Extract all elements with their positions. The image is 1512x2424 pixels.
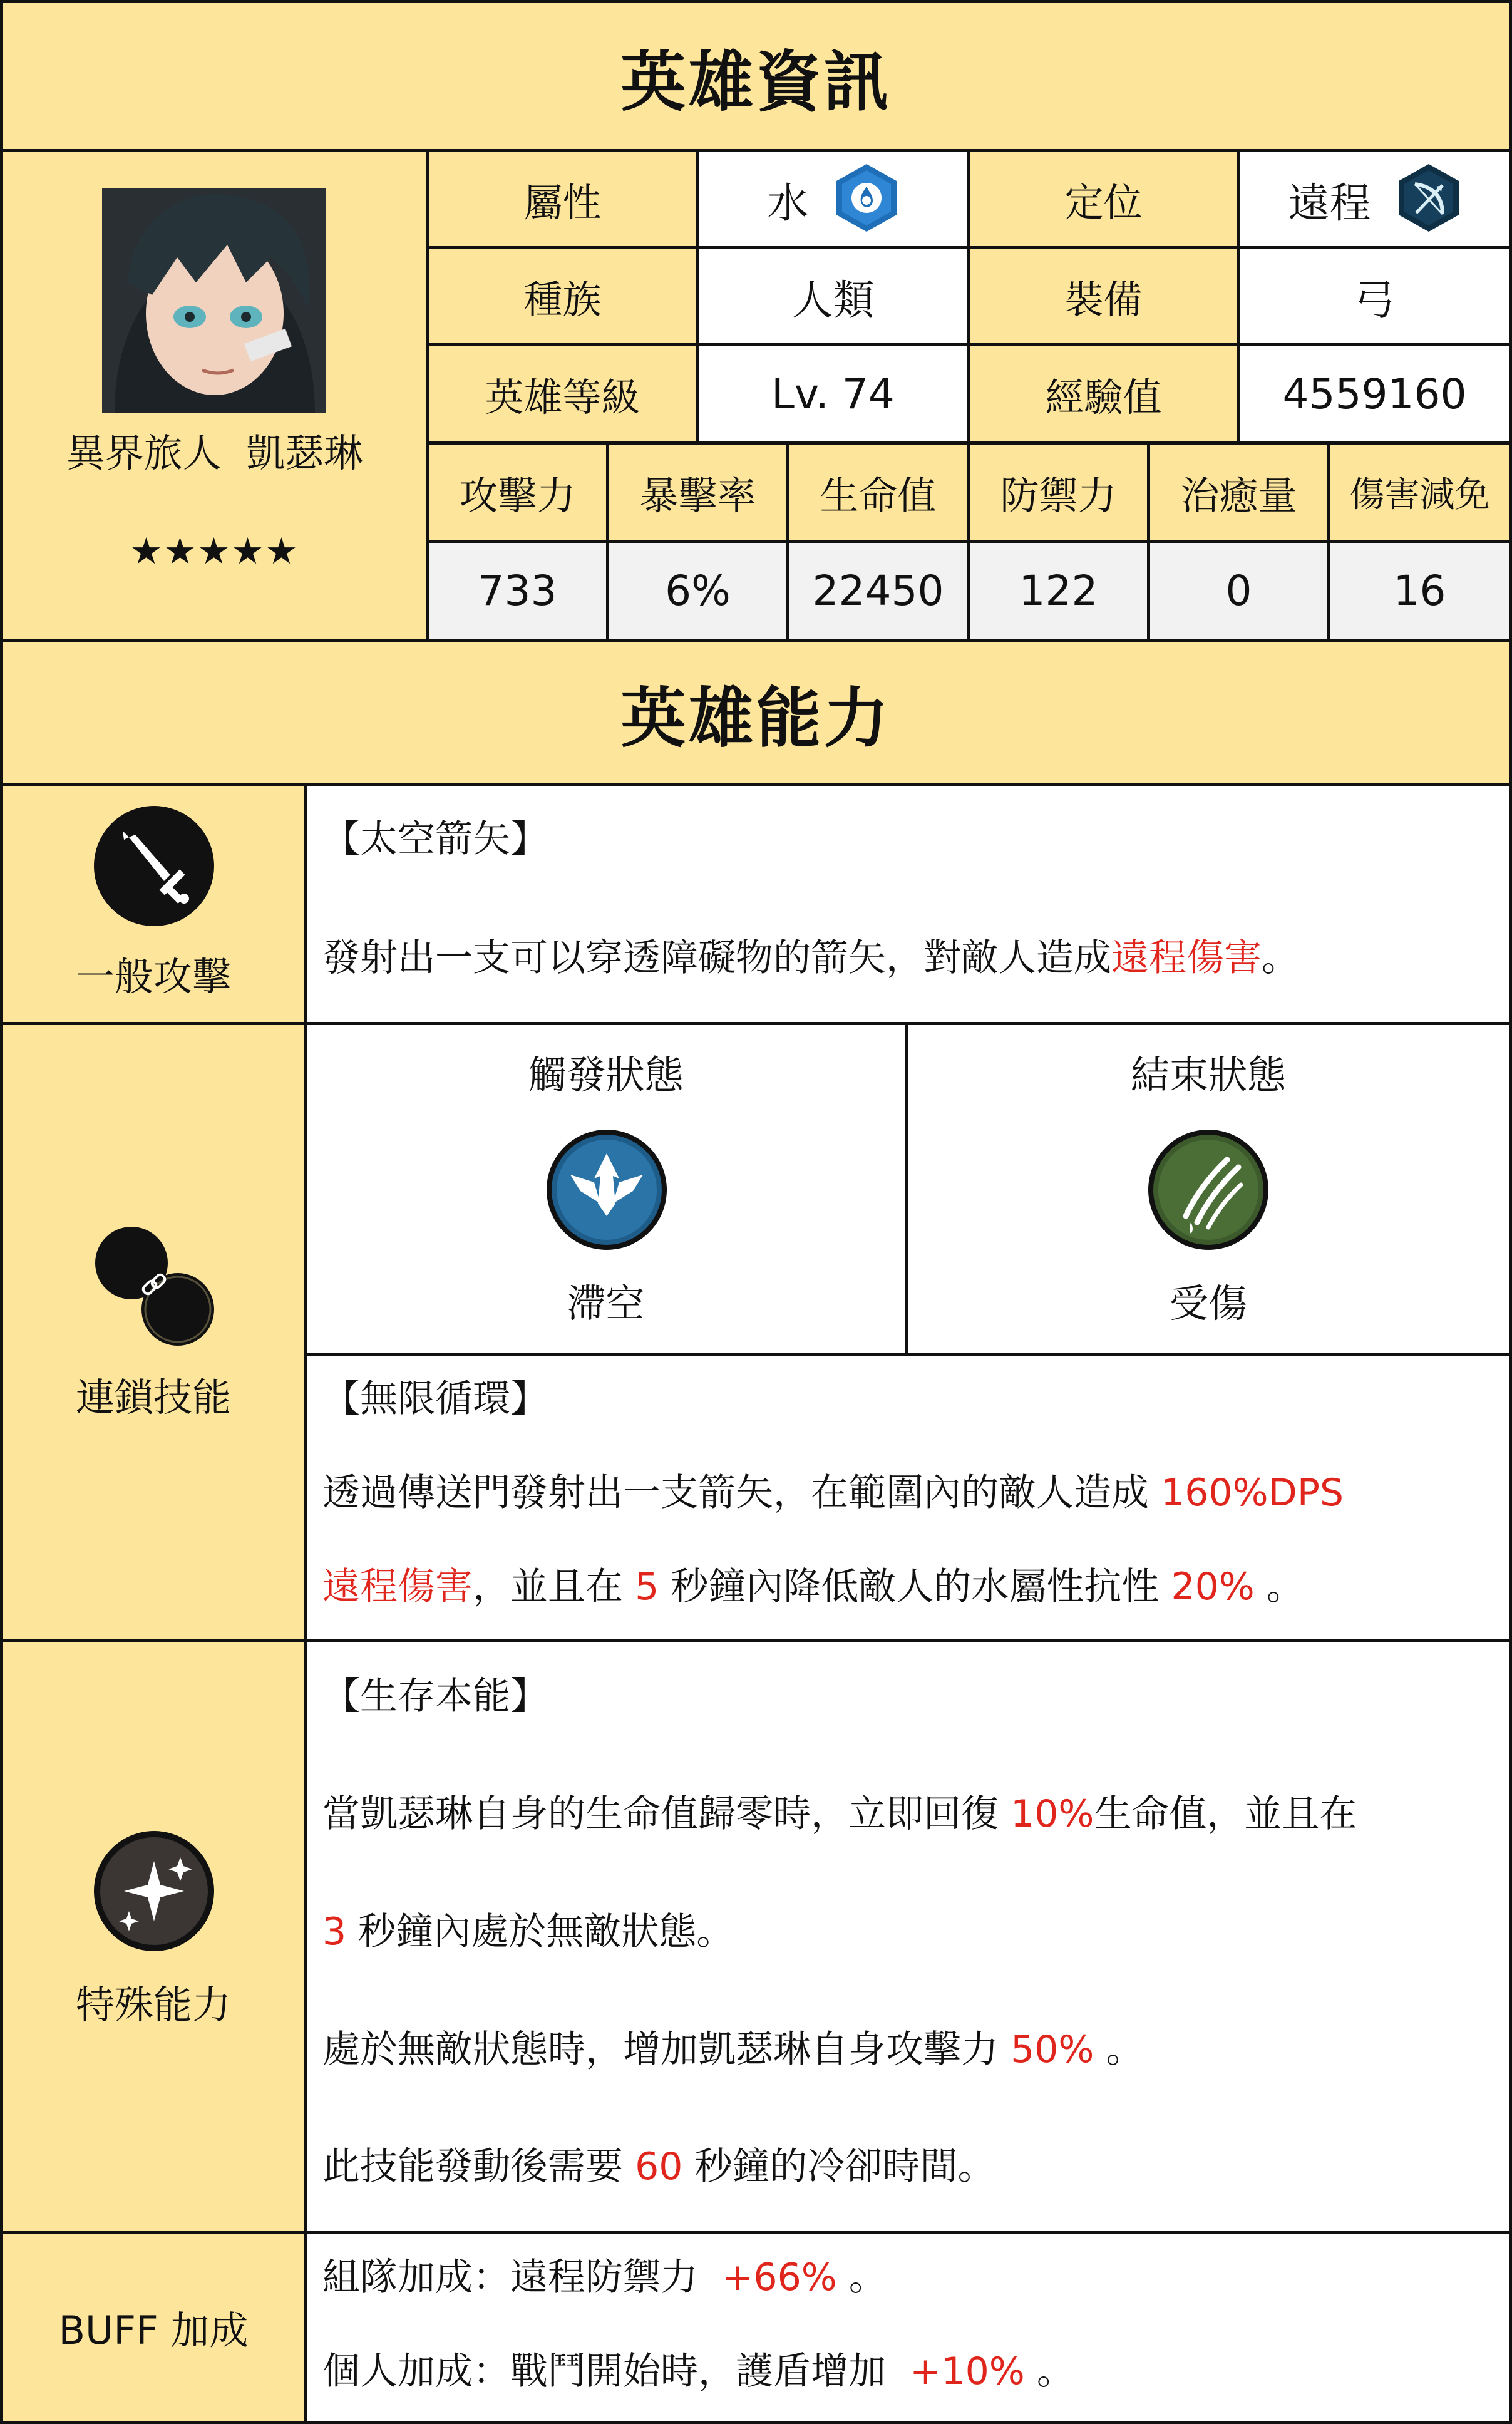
hero-portrait — [102, 188, 326, 413]
stat-value-heal: 0 — [1225, 567, 1252, 615]
info-title-bar — [3, 3, 1509, 152]
special-desc-line-2 — [322, 1909, 734, 1956]
race-label: 種族 — [523, 276, 602, 322]
chain-desc-line-2 — [322, 1564, 1304, 1611]
chain-desc-highlight: 160%DPS — [1161, 1471, 1344, 1515]
level-label-cell — [429, 346, 699, 445]
hero-name-row — [3, 421, 426, 478]
special-ability-name: 【生存本能】 — [322, 1674, 548, 1718]
stat-value-defense: 122 — [1019, 567, 1098, 615]
special-desc-text: 當凱瑟琳自身的生命值歸零時，立即回復 — [322, 1792, 1011, 1836]
trigger-status-cell — [307, 1025, 908, 1356]
attribute-label: 屬性 — [523, 179, 602, 225]
trigger-label-wrap — [307, 1044, 905, 1100]
special-desc-text: 處於無敵狀態時，增加凱瑟琳自身攻擊力 — [322, 2028, 1011, 2071]
exp-label-cell — [970, 346, 1240, 445]
buff-end: 。 — [836, 2256, 887, 2299]
trigger-label: 觸發狀態 — [528, 1052, 684, 1098]
abilities-title-bar — [3, 642, 1509, 786]
level-value-cell — [699, 346, 970, 445]
end-label-wrap — [908, 1044, 1509, 1100]
buff-end: 。 — [1024, 2349, 1074, 2393]
race-value: 人類 — [791, 276, 875, 324]
attribute-value: 水 — [767, 178, 809, 227]
chain-desc-line-1 — [322, 1470, 1344, 1517]
chain-desc-highlight: 20% — [1171, 1565, 1255, 1609]
chain-link-icon — [93, 1224, 215, 1349]
chain-skill-name: 【無限循環】 — [322, 1377, 548, 1421]
buff-label-cell — [3, 2234, 307, 2421]
buff-text: 組隊加成：遠程防禦力 — [322, 2256, 723, 2299]
chain-skill-label: 連鎖技能 — [75, 1374, 231, 1420]
star-rating: ★★★★★ — [130, 530, 299, 572]
normal-attack-label-wrap — [3, 946, 304, 1001]
special-desc-text: 秒鐘的冷卻時間。 — [682, 2145, 995, 2189]
normal-attack-name: 【太空箭矢】 — [322, 817, 548, 861]
buff-highlight: +66% — [722, 2256, 837, 2299]
stat-label-cell — [429, 445, 609, 543]
stat-label-attack: 攻擊力 — [459, 472, 576, 518]
normal-attack-label: 一般攻擊 — [75, 954, 231, 999]
claw-wound-icon — [1147, 1128, 1270, 1254]
water-element-icon — [834, 163, 899, 235]
exp-label: 經驗值 — [1045, 374, 1162, 420]
special-desc-text: 生命值，並且在 — [1094, 1792, 1357, 1836]
stat-value-dmg-reduction: 16 — [1393, 567, 1446, 615]
hero-name: 異界旅人 凱瑟琳 — [66, 430, 363, 476]
stat-value-attack: 733 — [478, 567, 557, 615]
special-desc-highlight: 10% — [1011, 1792, 1094, 1836]
abilities-title: 英雄能力 — [620, 679, 892, 756]
role-value-cell — [1240, 152, 1509, 249]
special-desc-end: 。 — [1094, 2028, 1144, 2071]
info-title: 英雄資訊 — [620, 43, 892, 120]
special-desc-text: 此技能發動後需要 — [322, 2145, 635, 2189]
special-ability-label-cell — [3, 1642, 307, 2234]
portrait-panel — [3, 152, 429, 642]
end-status-cell — [908, 1025, 1509, 1356]
chain-skill-label-wrap — [3, 1366, 304, 1422]
normal-desc-highlight: 遠程傷害 — [1111, 936, 1262, 980]
buff-text: 個人加成：戰鬥開始時，護盾增加 — [322, 2349, 910, 2393]
star-row — [3, 523, 426, 579]
chain-desc-text: 秒鐘內降低敵人的水屬性抗性 — [659, 1565, 1171, 1609]
chain-desc-highlight: 遠程傷害 — [322, 1565, 473, 1609]
buff-line-1 — [322, 2254, 887, 2301]
special-desc-line-4 — [322, 2143, 995, 2190]
normal-desc-end: 。 — [1262, 936, 1299, 980]
airborne-icon — [545, 1128, 668, 1254]
stat-label-cell — [609, 445, 789, 543]
equip-label: 裝備 — [1064, 276, 1143, 322]
stat-label-dmg-reduction: 傷害減免 — [1349, 475, 1490, 515]
stat-label-cell — [789, 445, 970, 543]
trigger-status-wrap — [307, 1272, 905, 1328]
chain-desc-highlight: 5 — [635, 1565, 659, 1609]
race-label-cell — [429, 249, 699, 346]
normal-attack-label-cell — [3, 786, 307, 1025]
equip-label-cell — [970, 249, 1240, 346]
end-label: 結束狀態 — [1130, 1052, 1286, 1098]
equip-value-cell — [1240, 249, 1509, 346]
role-label: 定位 — [1064, 179, 1143, 225]
special-desc-highlight: 60 — [635, 2145, 683, 2189]
stat-label-cell — [1150, 445, 1330, 543]
buff-line-2 — [322, 2348, 1074, 2395]
buff-label: BUFF 加成 — [58, 2308, 249, 2353]
end-status: 受傷 — [1169, 1281, 1247, 1326]
chain-skill-label-cell — [3, 1025, 307, 1642]
special-desc-line-1 — [322, 1791, 1357, 1838]
stat-value-crit: 6% — [665, 567, 731, 615]
chain-desc-end: 。 — [1254, 1565, 1304, 1609]
role-value: 遠程 — [1288, 178, 1371, 227]
level-label: 英雄等級 — [485, 374, 640, 420]
stat-value-hp: 22450 — [812, 567, 944, 615]
stat-label-hp: 生命值 — [820, 472, 937, 518]
race-value-cell — [699, 249, 970, 346]
stat-value-cell — [429, 543, 609, 642]
normal-desc-text: 發射出一支可以穿透障礙物的箭矢，對敵人造成 — [322, 936, 1111, 980]
stat-value-cell — [970, 543, 1150, 642]
stat-value-cell — [789, 543, 970, 642]
normal-attack-desc — [322, 935, 1299, 982]
end-status-wrap — [908, 1272, 1509, 1328]
special-desc-highlight: 50% — [1011, 2028, 1094, 2071]
attribute-label-cell — [429, 152, 699, 249]
exp-value: 4559160 — [1282, 369, 1467, 418]
level-value: Lv. 74 — [771, 369, 895, 418]
role-label-cell — [970, 152, 1240, 249]
sparkle-stars-icon — [93, 1830, 215, 1955]
equip-value: 弓 — [1354, 276, 1396, 324]
stat-label-defense: 防禦力 — [1000, 472, 1117, 518]
chain-desc-text: 透過傳送門發射出一支箭矢，在範圍內的敵人造成 — [322, 1471, 1161, 1515]
stat-label-cell — [1330, 445, 1509, 543]
stat-value-cell — [609, 543, 789, 642]
stat-label-cell — [970, 445, 1150, 543]
stat-value-cell — [1330, 543, 1509, 642]
stat-label-heal: 治癒量 — [1180, 472, 1297, 518]
stat-value-cell — [1150, 543, 1330, 642]
chain-desc-text: ，並且在 — [473, 1565, 635, 1609]
buff-highlight: +10% — [910, 2349, 1025, 2393]
sword-icon — [93, 805, 215, 930]
special-ability-label-wrap — [3, 1974, 304, 2029]
attribute-value-cell — [699, 152, 970, 249]
special-desc-highlight: 3 — [322, 1910, 347, 1954]
exp-value-cell — [1240, 346, 1509, 445]
bow-ranged-icon — [1396, 163, 1461, 235]
trigger-status: 滯空 — [567, 1281, 645, 1326]
special-desc-line-3 — [322, 2026, 1144, 2073]
special-desc-text: 秒鐘內處於無敵狀態。 — [346, 1910, 734, 1954]
stat-label-crit: 暴擊率 — [639, 472, 756, 518]
special-ability-label: 特殊能力 — [75, 1982, 231, 2028]
